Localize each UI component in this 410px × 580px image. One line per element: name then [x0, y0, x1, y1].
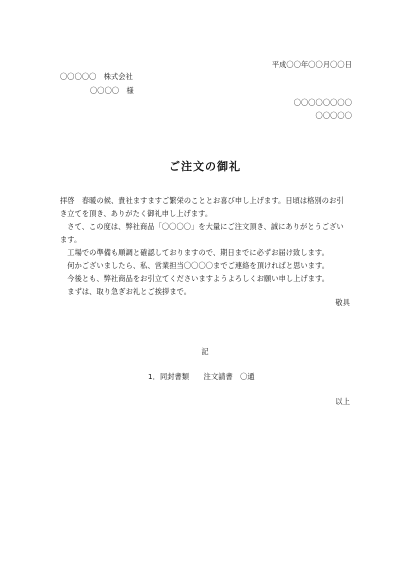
closing-keigu: 敬具 [335, 298, 350, 307]
letter-date: 平成〇〇年〇〇月〇〇日 [271, 60, 352, 69]
recipient-company: 〇〇〇〇〇 株式会社 [60, 72, 133, 81]
letter-title: ご注文の御礼 [169, 160, 241, 173]
body-paragraph-1-line-1: 拝啓 春暖の候、貴社ますますご繁栄のこととお喜び申し上げます。日頃は格別のお引 [60, 196, 344, 205]
body-paragraph-6: まずは、取り急ぎお礼とご挨拶まで。 [60, 287, 192, 296]
sender-line-2: 〇〇〇〇〇 [315, 111, 352, 120]
body-paragraph-3: 工場での準備も順調と確認しておりますので、期日までに必ずお届け致します。 [60, 248, 329, 257]
body-paragraph-5: 今後とも、弊社商品をお引立てくださいますようよろしくお願い申し上げます。 [60, 274, 330, 283]
body-paragraph-4: 何かございましたら、私、営業担当〇〇〇〇までご連絡を頂ければと思います。 [60, 261, 330, 270]
recipient-person: 〇〇〇〇 様 [90, 86, 134, 95]
body-paragraph-2-line-1: さて、この度は、弊社商品「〇〇〇〇」を大量にご注文頂き、誠にありがとうござい [60, 222, 344, 231]
sender-line-1: 〇〇〇〇〇〇〇〇 [293, 98, 352, 107]
notes-end: 以上 [335, 397, 350, 406]
body-paragraph-1-line-2: き立てを頂き、ありがたく御礼申し上げます。 [60, 209, 213, 218]
notes-heading: 記 [201, 347, 209, 356]
notes-item-1: 1．同封書類 注文請書 〇通 [148, 372, 255, 381]
body-paragraph-2-line-2: ます。 [60, 235, 82, 244]
